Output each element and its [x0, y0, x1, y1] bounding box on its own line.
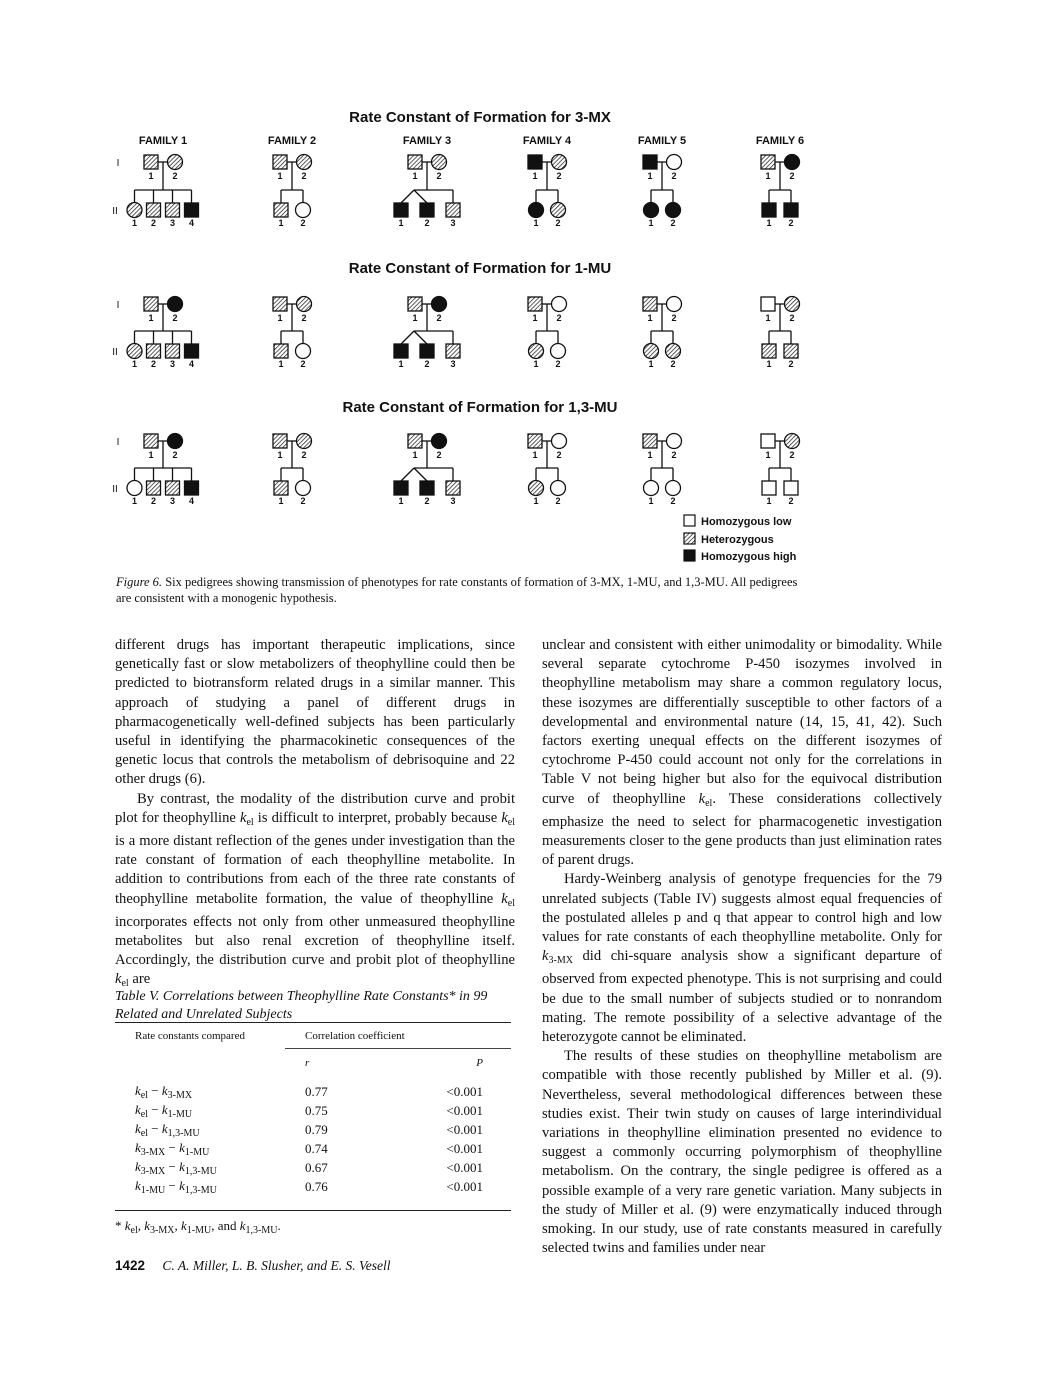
individual-number: 1 — [647, 313, 653, 323]
caption-text: Six pedigrees showing transmission of phenotypes for rate constants of formation of 3-MX, 1-MU, and 1,3-MU. All pedigrees are consistent with a monogenic hypothesis. — [116, 575, 798, 605]
pedigree-figure — [0, 0, 1056, 570]
individual-number: 2 — [150, 218, 157, 228]
generation-label: I — [116, 300, 120, 311]
female-high — [168, 434, 183, 449]
female-low — [552, 434, 567, 449]
individual-number: 1 — [533, 218, 539, 228]
panel-title: Rate Constant of Formation for 1,3-MU — [342, 399, 618, 416]
female-het — [168, 155, 183, 170]
individual-number: 2 — [301, 450, 307, 460]
individual-number: 1 — [766, 496, 772, 506]
female-het — [297, 155, 312, 170]
male-high — [420, 203, 434, 217]
individual-number: 3 — [169, 218, 176, 228]
r-value: 0.67 — [305, 1160, 328, 1175]
family-label: FAMILY 2 — [267, 135, 317, 147]
male-het — [273, 434, 287, 448]
family-label: FAMILY 6 — [755, 135, 805, 147]
individual-number: 2 — [424, 496, 430, 506]
male-high — [420, 481, 434, 495]
male-het — [761, 155, 775, 169]
generation-label: II — [112, 206, 118, 217]
male-het — [147, 344, 161, 358]
col-header-corr: Correlation coefficient — [305, 1030, 405, 1042]
left-paragraph-1: different drugs has important therapeutic implications, since genetically fast or slow metabolizers of theophylline could then be predicted to biotransform related drugs in a similar manner. This approach of studying a panel of different drugs in pharmacogenetically well-defined subjects has been particularly useful in identifying the pharmacokinetic consequences of the genetic locus that controls the metabolism of debrisoquine and 22 other drugs (6). — [115, 637, 515, 788]
female-het — [785, 297, 800, 312]
male-high — [784, 203, 798, 217]
female-low — [296, 481, 311, 496]
individual-number: 1 — [532, 313, 538, 323]
female-het — [785, 434, 800, 449]
right-paragraph-1: unclear and consistent with either unimodality or bimodality. While several separate cytochrome P-450 isozymes involved in theophylline metabolism may share a common regulatory locus, these isozymes are differentially susceptible to other factors of a developmental and environmental nature (14, 15, 41, 42). Such factors exerting unequal effects on the different isozymes of cytochrome P-450 could account not only for the correlations in Table V not being higher but also for the equivocal distribution curve of theophylline $k_{el}$. These considerations collectively emphasize the need to select for pharmacogenetic investigation measurements closer to the gene products than just elimination rates of parent drugs. — [542, 637, 942, 869]
individual-number: 2 — [788, 496, 794, 506]
male-het — [166, 203, 180, 217]
male-het — [144, 155, 158, 169]
female-het — [297, 434, 312, 449]
female-high — [432, 434, 447, 449]
right-paragraph-2: Hardy-Weinberg analysis of genotype frequencies for the 79 unrelated subjects (Table IV) suggests almost equal frequencies of the postulated alleles p and q that appear to control high and low values for rate constants of each theophylline metabolite. Only for $k_{3-MX}$ did chi-square analysis show a significant departure of observed from expected phenotype. This is not surprising and could be due to the small number of subjects studied or to nonrandom mating. The remote possibility of a selective advantage of the heterozygote cannot be eliminated. — [542, 871, 942, 1046]
male-high — [394, 203, 408, 217]
female-high — [666, 203, 681, 218]
individual-number: 1 — [412, 313, 418, 323]
p-value: <0.001 — [446, 1160, 483, 1175]
rate-pair: $k_{3-MX} - k_{1,3-MU}$ — [135, 1159, 217, 1177]
male-het — [147, 481, 161, 495]
left-column — [115, 636, 515, 994]
female-low — [667, 155, 682, 170]
male-het — [408, 155, 422, 169]
individual-number: 1 — [277, 313, 283, 323]
female-high — [785, 155, 800, 170]
p-value: <0.001 — [446, 1141, 483, 1156]
male-het — [147, 203, 161, 217]
col-header-p: P — [375, 1049, 511, 1084]
male-het — [528, 434, 542, 448]
male-high — [185, 344, 199, 358]
family-label: FAMILY 5 — [637, 135, 687, 147]
individual-number: 2 — [301, 313, 307, 323]
male-het — [274, 203, 288, 217]
individual-number: 2 — [172, 171, 178, 181]
individual-number: 1 — [277, 171, 283, 181]
panel-title: Rate Constant of Formation for 1-MU — [348, 260, 612, 277]
left-paragraph-2: By contrast, the modality of the distribution curve and probit plot for theophylline $k_{el}$ is difficult to interpret, probably because $k_{el}$ is a more distant reflection of the genes under investigation than the rate constant of formation of each theophylline metabolite. In addition to contributions from each of the three rate constants of theophylline metabolite formation, the value of theophylline $k_{el}$ incorporates effects not only from other unmeasured theophylline metabolites but also renal excretion of theophylline itself. Accordingly, the distribution curve and probit plot of theophylline $k_{el}$ are — [115, 790, 516, 990]
female-low — [296, 344, 311, 359]
female-het — [432, 155, 447, 170]
individual-number: 1 — [766, 359, 772, 369]
individual-number: 2 — [424, 218, 430, 228]
table-row — [115, 1083, 511, 1102]
individual-number: 1 — [412, 171, 418, 181]
individual-number: 1 — [765, 450, 771, 460]
r-value: 0.77 — [305, 1084, 328, 1099]
legend-label: Heterozygous — [701, 534, 774, 546]
individual-number: 3 — [169, 496, 176, 506]
individual-number: 3 — [450, 359, 456, 369]
running-authors: C. A. Miller, L. B. Slusher, and E. S. Vesell — [162, 1258, 391, 1273]
legend-swatch-het — [684, 533, 695, 544]
male-het — [643, 434, 657, 448]
correlation-table — [115, 1030, 511, 1197]
individual-number: 2 — [436, 171, 442, 181]
pedigree-line — [414, 331, 427, 344]
male-het — [528, 297, 542, 311]
individual-number: 2 — [436, 450, 442, 460]
male-low — [784, 481, 798, 495]
pedigree-line — [401, 190, 414, 203]
table-top-rule — [115, 1022, 511, 1023]
male-het — [144, 434, 158, 448]
individual-number: 1 — [765, 313, 771, 323]
p-value: <0.001 — [446, 1084, 483, 1099]
individual-number: 2 — [556, 313, 562, 323]
individual-number: 4 — [188, 359, 195, 369]
family-label: FAMILY 1 — [138, 135, 188, 147]
page-footer — [115, 1258, 391, 1274]
individual-number: 1 — [398, 359, 404, 369]
col-header-rates: Rate constants compared — [135, 1030, 245, 1043]
female-low — [127, 481, 142, 496]
right-paragraph-3: The results of these studies on theophylline metabolism are compatible with those recently published by Miller et al. (9). Nevertheless, several methodological differences between these studies exist. Their twin study on causes of large interindividual variations in theophylline elimination presented no evidence to suggest a commonly occurring polymorphism of theophylline metabolism. On the contrary, the single pedigree is offered as a possible example of a very rare genetic variation. Many subjects in the study of Miller et al. (9) were enzymatically induced through smoking. In our study, use of rate constants measured in carefully selected twins and families under near — [542, 1048, 942, 1257]
individual-number: 1 — [533, 496, 539, 506]
pedigree-line — [414, 190, 427, 203]
individual-number: 1 — [533, 359, 539, 369]
legend-swatch-high — [684, 550, 695, 561]
male-high — [420, 344, 434, 358]
individual-number: 1 — [148, 313, 154, 323]
col-header-r: r — [285, 1049, 375, 1084]
male-low — [761, 297, 775, 311]
legend-label: Homozygous low — [701, 516, 792, 528]
p-value: <0.001 — [446, 1122, 483, 1137]
male-low — [761, 434, 775, 448]
rate-pair: $k_{el} - k_{1-MU}$ — [135, 1102, 193, 1120]
female-low — [552, 297, 567, 312]
family-label: FAMILY 3 — [402, 135, 452, 147]
individual-number: 2 — [788, 218, 794, 228]
rate-pair: $k_{3-MX} - k_{1-MU}$ — [135, 1140, 210, 1158]
page-number: 1422 — [115, 1258, 146, 1273]
generation-label: I — [116, 437, 120, 448]
individual-number: 2 — [300, 359, 306, 369]
individual-number: 2 — [172, 313, 178, 323]
male-het — [144, 297, 158, 311]
rate-pair: $k_{el} - k_{1,3-MU}$ — [135, 1121, 200, 1139]
male-het — [408, 434, 422, 448]
male-low — [762, 481, 776, 495]
female-het — [127, 203, 142, 218]
individual-number: 1 — [648, 359, 654, 369]
generation-label: I — [116, 158, 120, 169]
family-label: FAMILY 4 — [522, 135, 572, 147]
individual-number: 2 — [788, 359, 794, 369]
generation-label: II — [112, 347, 118, 358]
male-het — [274, 344, 288, 358]
individual-number: 2 — [671, 171, 677, 181]
pedigree-line — [401, 468, 414, 481]
female-low — [551, 481, 566, 496]
female-het — [529, 344, 544, 359]
male-het — [446, 344, 460, 358]
right-column — [542, 636, 942, 1259]
individual-number: 2 — [670, 218, 676, 228]
table-row — [115, 1140, 511, 1159]
individual-number: 1 — [148, 171, 154, 181]
female-high — [432, 297, 447, 312]
table-row — [115, 1121, 511, 1140]
individual-number: 2 — [670, 496, 676, 506]
table-row — [115, 1159, 511, 1178]
individual-number: 1 — [412, 450, 418, 460]
male-high — [528, 155, 542, 169]
individual-number: 1 — [131, 218, 138, 228]
individual-number: 2 — [424, 359, 430, 369]
female-het — [666, 344, 681, 359]
individual-number: 1 — [647, 450, 653, 460]
r-value: 0.76 — [305, 1179, 328, 1194]
male-high — [185, 481, 199, 495]
male-het — [762, 344, 776, 358]
individual-number: 2 — [300, 496, 306, 506]
individual-number: 2 — [789, 313, 795, 323]
male-het — [273, 297, 287, 311]
individual-number: 1 — [532, 171, 538, 181]
individual-number: 1 — [131, 359, 138, 369]
individual-number: 4 — [188, 496, 195, 506]
male-high — [643, 155, 657, 169]
female-het — [127, 344, 142, 359]
individual-number: 2 — [300, 218, 306, 228]
individual-number: 2 — [789, 171, 795, 181]
generation-label: II — [112, 484, 118, 495]
individual-number: 2 — [436, 313, 442, 323]
p-value: <0.001 — [446, 1103, 483, 1118]
individual-number: 2 — [150, 359, 157, 369]
female-het — [644, 344, 659, 359]
individual-number: 1 — [131, 496, 138, 506]
individual-number: 2 — [671, 450, 677, 460]
individual-number: 1 — [648, 496, 654, 506]
individual-number: 2 — [670, 359, 676, 369]
panel-title: Rate Constant of Formation for 3-MX — [349, 109, 611, 126]
individual-number: 1 — [766, 218, 772, 228]
female-low — [296, 203, 311, 218]
male-het — [643, 297, 657, 311]
pedigree-line — [414, 468, 427, 481]
male-het — [784, 344, 798, 358]
male-high — [762, 203, 776, 217]
female-low — [667, 434, 682, 449]
rate-pair: $k_{el} - k_{3-MX}$ — [135, 1083, 193, 1101]
male-het — [273, 155, 287, 169]
individual-number: 1 — [532, 450, 538, 460]
female-low — [667, 297, 682, 312]
male-high — [185, 203, 199, 217]
figure-caption — [116, 574, 806, 606]
table-title: Table V. Correlations between Theophylline Rate Constants* in 99 Related and Unrelated Subjects — [115, 989, 488, 1022]
individual-number: 1 — [278, 359, 284, 369]
pedigree-line — [401, 331, 414, 344]
female-high — [529, 203, 544, 218]
caption-label: Figure 6. — [116, 575, 163, 589]
individual-number: 3 — [169, 359, 176, 369]
individual-number: 2 — [555, 218, 561, 228]
male-het — [166, 344, 180, 358]
individual-number: 1 — [277, 450, 283, 460]
individual-number: 1 — [648, 218, 654, 228]
individual-number: 2 — [671, 313, 677, 323]
table-footnote: * $k_{el}$, $k_{3-MX}$, $k_{1-MU}$, and $k_{1,3-MU}$. — [115, 1218, 281, 1236]
female-low — [666, 481, 681, 496]
individual-number: 1 — [647, 171, 653, 181]
individual-number: 3 — [450, 496, 456, 506]
individual-number: 3 — [450, 218, 456, 228]
male-het — [274, 481, 288, 495]
individual-number: 1 — [765, 171, 771, 181]
table-row — [115, 1102, 511, 1121]
male-high — [394, 344, 408, 358]
p-value: <0.001 — [446, 1179, 483, 1194]
individual-number: 1 — [398, 496, 404, 506]
r-value: 0.74 — [305, 1141, 328, 1156]
female-het — [552, 155, 567, 170]
rate-pair: $k_{1-MU} - k_{1,3-MU}$ — [135, 1178, 217, 1196]
individual-number: 2 — [301, 171, 307, 181]
individual-number: 2 — [556, 450, 562, 460]
individual-number: 1 — [278, 496, 284, 506]
male-het — [446, 481, 460, 495]
female-high — [168, 297, 183, 312]
legend-swatch-low — [684, 515, 695, 526]
legend-label: Homozygous high — [701, 551, 797, 563]
table-row — [115, 1178, 511, 1197]
male-het — [166, 481, 180, 495]
individual-number: 2 — [789, 450, 795, 460]
male-het — [408, 297, 422, 311]
individual-number: 2 — [172, 450, 178, 460]
male-high — [394, 481, 408, 495]
individual-number: 2 — [150, 496, 157, 506]
table-bottom-rule — [115, 1210, 511, 1211]
individual-number: 4 — [188, 218, 195, 228]
individual-number: 2 — [555, 359, 561, 369]
individual-number: 1 — [148, 450, 154, 460]
female-low — [551, 344, 566, 359]
female-het — [297, 297, 312, 312]
male-het — [446, 203, 460, 217]
individual-number: 1 — [398, 218, 404, 228]
female-high — [644, 203, 659, 218]
individual-number: 2 — [555, 496, 561, 506]
female-het — [551, 203, 566, 218]
r-value: 0.79 — [305, 1122, 328, 1137]
r-value: 0.75 — [305, 1103, 328, 1118]
individual-number: 1 — [278, 218, 284, 228]
individual-number: 2 — [556, 171, 562, 181]
female-het — [529, 481, 544, 496]
female-low — [644, 481, 659, 496]
